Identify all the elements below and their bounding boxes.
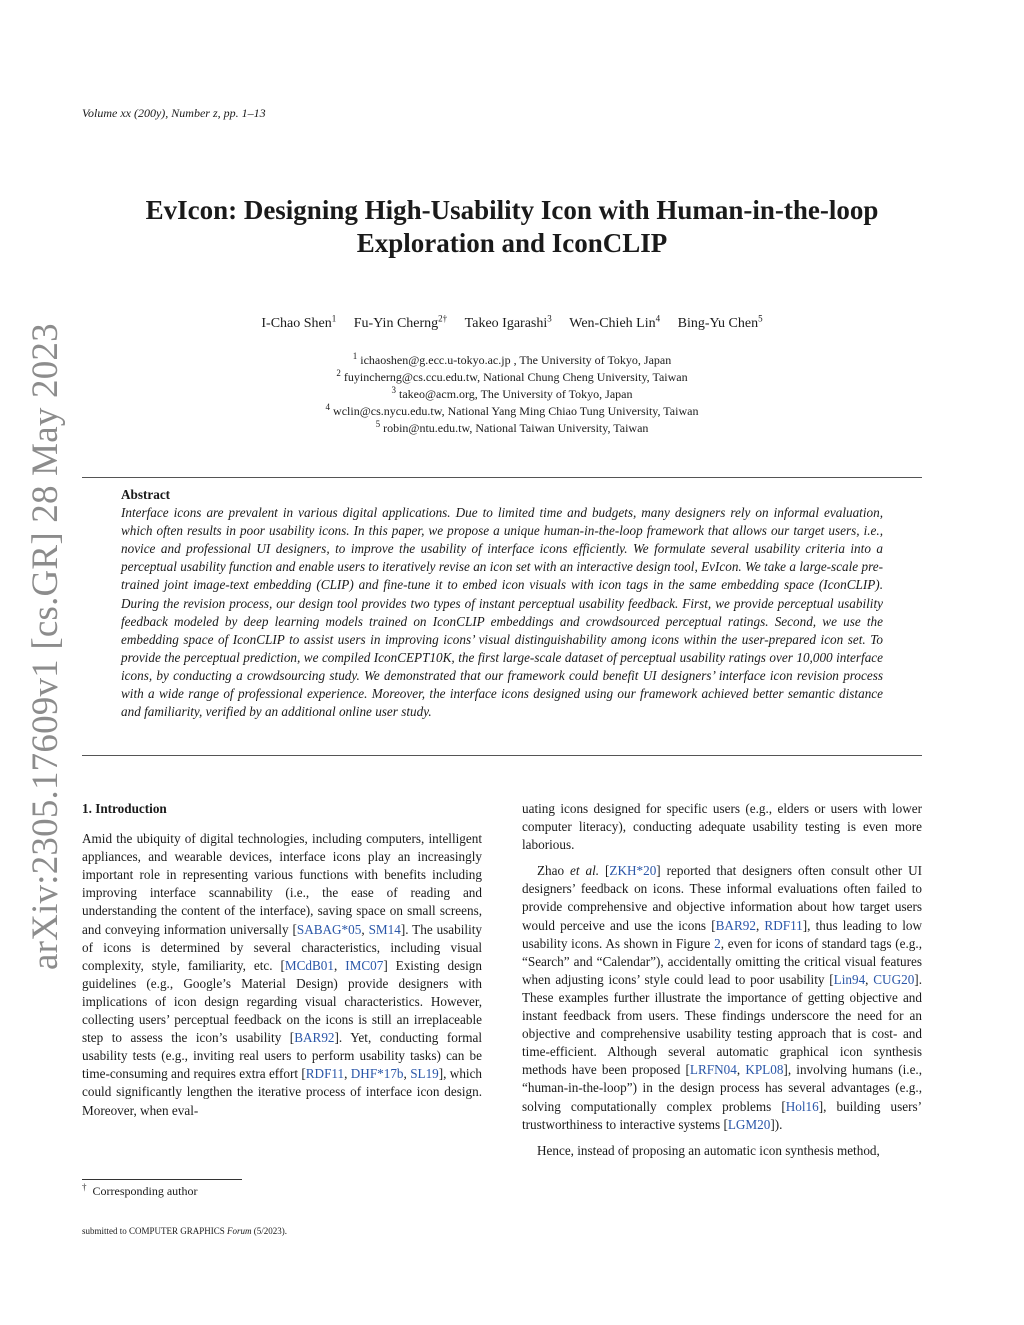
citation-link[interactable]: DHF*17b (350, 1066, 404, 1082)
submitted-note: submitted to COMPUTER GRAPHICS Forum (5/2023). (82, 1226, 288, 1236)
abstract-top-rule (82, 477, 922, 478)
citation-link[interactable]: RDF11 (764, 917, 803, 933)
journal-line: Volume xx (200y), Number z, pp. 1–13 (82, 106, 266, 120)
affiliation: $^2$ fuyincherng@cs.ccu.edu.tw, National Chung Cheng University, Taiwan (336, 368, 688, 384)
abstract-block (121, 486, 883, 721)
citation-link[interactable]: LRFN04 (689, 1062, 737, 1078)
abstract-text: Interface icons are prevalent in various digital applications. Due to limited time and budgets, many designers rely on informal evaluation, which often results in poor usability icons. In this paper, we propose a unique human-in-the-loop framework that allows our target users, i.e., novice and professional UI designers, to improve the usability of interface icons efficiently. We formulate several usability criteria into a perceptual usability function and enable users to iteratively revise an icon set with an interactive design tool, EvIcon. We take a large-scale pre-trained joint image-text embedding (CLIP) and fine-tune it to embed icon visuals with icon tags in the same embedding space (IconCLIP). During the revision process, our design tool provides two types of instant perceptual usability feedback. First, we provide perceptual usability feedback modeled by deep learning models trained on IconCLIP embeddings and crowdsourced perceptual ratings. Second, we use the embedding space of IconCLIP to assist users in improving icons’ visual distinguishability among icons within the user-prepared icon set. To provide the perceptual prediction, we compiled IconCEPT10K, the first large-scale dataset of perceptual usability ratings over 10,000 interface icons, by conducting a crowdsourcing study. We demonstrated that our framework could benefit UI designers’ interface icon revision process with a wide range of professional experience. Moreover, the interface icons designed using our framework achieved better semantic distance and familiarity, verified by an additional online user study. (121, 505, 883, 720)
citation-link[interactable]: SABAG*05 (296, 921, 362, 937)
author: Takeo Igarashi$^3$ (464, 313, 552, 331)
abstract-bottom-rule (82, 755, 922, 756)
citation-link[interactable]: SM14 (368, 921, 401, 937)
author-list (82, 313, 942, 332)
citation-link[interactable]: RDF11 (305, 1066, 345, 1082)
citation-link[interactable]: BAR92 (294, 1030, 335, 1046)
arxiv-stamp: arXiv:2305.17609v1 [cs.GR] 28 May 2023 (25, 323, 66, 970)
citation-link[interactable]: ZKH*20 (609, 863, 657, 879)
title-line-2: Exploration and IconCLIP (356, 228, 668, 258)
affiliation: $^5$ robin@ntu.edu.tw, National Taiwan University, Taiwan (375, 419, 649, 435)
footnote-rule (82, 1179, 242, 1180)
citation-link[interactable]: Lin94 (833, 971, 866, 987)
paragraph: Hence, instead of proposing an automatic icon synthesis method, (537, 1142, 880, 1158)
citation-link[interactable]: KPL08 (745, 1062, 784, 1078)
abstract-heading: Abstract (121, 487, 171, 502)
footnote: † Corresponding author (82, 1182, 198, 1198)
section-heading: 1. Introduction (82, 801, 167, 816)
citation-link[interactable]: CUG20 (873, 971, 915, 987)
citation-link[interactable]: MCdB01 (284, 957, 334, 973)
author: I-Chao Shen$^1$ (261, 313, 337, 331)
author: Bing-Yu Chen$^5$ (677, 313, 763, 331)
affiliation: $^4$ wclin@cs.nycu.edu.tw, National Yang Ming Chiao Tung University, Taiwan (325, 402, 699, 418)
citation-link[interactable]: IMC07 (345, 957, 384, 973)
right-column (522, 800, 922, 1168)
citation-link[interactable]: LGM20 (727, 1116, 771, 1132)
author: Fu-Yin Cherng$^{2\dagger}$ (353, 313, 448, 331)
citation-link[interactable]: SL19 (410, 1066, 439, 1082)
paragraph: Zhao et al. [ZKH*20] reported that designers often consult other UI designers’ feedback on icons. These informal evaluations often failed to provide comprehensive and objective information about how target users would perceive and use the icons [BAR92, RDF11], thus leading to low usability icons. As shown in Figure 2, even for icons of standard tags (e.g., “Search” and “Calendar”), accidentally omitting the critical visual features when adjusting icons’ style could lead to poor usability [Lin94, CUG20]. These examples further illustrate the importance of getting objective and instant feedback from users. These findings underscore the need for an objective and comprehensive usability testing approach that is cost- and time-efficient. Although several automatic graphical icon synthesis methods have been proposed [LRFN04, KPL08], involving humans (i.e., “human-in-the-loop”) in the design process has several advantages (e.g., solving computationally complex problems [Hol16], building users’ trustworthiness to interactive systems [LGM20]). (522, 863, 923, 1132)
author: Wen-Chieh Lin$^4$ (569, 313, 661, 331)
paragraph: uating icons designed for specific users (e.g., elders or users with lower computer literacy), conducting adequate usability testing is even more laborious. (522, 801, 922, 853)
affiliation: $^3$ takeo@acm.org, The University of Tokyo, Japan (391, 385, 633, 401)
figure-link[interactable]: 2 (714, 935, 721, 951)
left-column (82, 800, 482, 1128)
paper-title (82, 194, 942, 260)
title-line-1: EvIcon: Designing High-Usability Icon with Human-in-the-loop (145, 195, 879, 225)
citation-link[interactable]: Hol16 (785, 1098, 819, 1114)
affiliation: $^1$ ichaoshen@g.ecc.u-tokyo.ac.jp , The University of Tokyo, Japan (352, 351, 672, 367)
citation-link[interactable]: BAR92 (715, 917, 756, 933)
intro-paragraph: Amid the ubiquity of digital technologies, including computers, intelligent appliances, and wearable devices, interface icons play an increasingly important role in representing various functions with benefits including improving interface scannability (i.e., the ease of reading and understanding the content of the interface), saving space on small screens, and conveying information universally [SABAG*05, SM14]. The usability of icons is determined by several characteristics, including visual complexity, style, familiarity, etc. [MCdB01, IMC07] Existing design guidelines (e.g., Google’s Material Design) provide designers with implications of icon design regarding visual characteristics. However, collecting users’ perceptual feedback on the icons is still an irreplaceable step to assess the icon’s usability [BAR92]. Yet, conducting formal usability tests (e.g., inviting real users to perform usability tasks) can be time-consuming and requires extra effort [RDF11, DHF*17b, SL19], which could significantly lengthen the iterative process of interface icon design. Moreover, when eval- (82, 831, 483, 1118)
affiliation-list (82, 352, 942, 437)
